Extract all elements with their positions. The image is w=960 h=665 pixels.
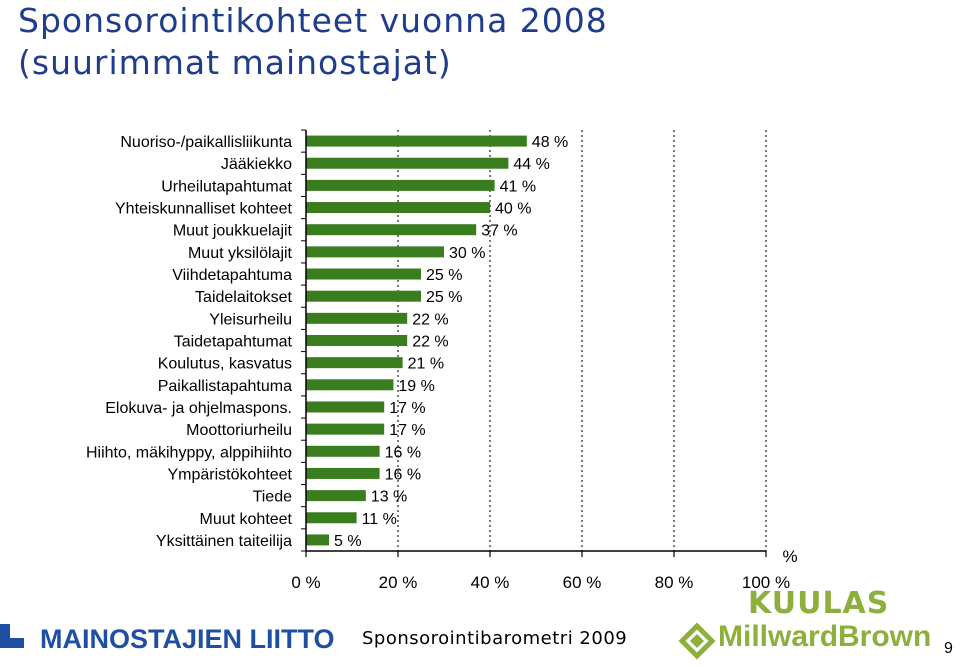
page-number: 9 <box>944 640 953 657</box>
bar <box>306 379 393 390</box>
category-label: Yleisurheilu <box>209 311 292 329</box>
data-label: 16 % <box>384 466 422 484</box>
x-tick-label: 20 % <box>378 573 418 592</box>
category-label: Yhteiskunnalliset kohteet <box>115 200 292 218</box>
category-label: Ympäristökohteet <box>167 466 292 484</box>
bar <box>306 446 380 457</box>
data-label: 19 % <box>398 377 435 395</box>
category-label: Viihdetapahtuma <box>172 267 292 285</box>
bar <box>306 313 407 324</box>
bar <box>306 291 421 302</box>
data-label: 22 % <box>412 311 449 329</box>
bar <box>306 468 380 479</box>
bar <box>306 158 508 169</box>
millwardbrown-logo <box>678 620 938 660</box>
data-label: 25 % <box>426 267 463 285</box>
x-tick-label: 0 % <box>291 573 321 592</box>
bar <box>306 490 366 501</box>
x-tick-label: 80 % <box>654 573 694 592</box>
data-label: 11 % <box>361 510 397 528</box>
category-label: Nuoriso-/paikallisliikunta <box>120 134 292 152</box>
bar <box>306 335 407 346</box>
bar <box>306 180 495 191</box>
data-label: 21 % <box>407 355 445 373</box>
data-label: 22 % <box>412 333 449 351</box>
category-label: Paikallistapahtuma <box>157 377 292 395</box>
data-label: 5 % <box>334 532 362 550</box>
category-label: Tiede <box>252 488 292 506</box>
data-label: 13 % <box>370 488 408 506</box>
kuulas-logo: KUULAS <box>748 586 890 621</box>
bar <box>306 202 490 213</box>
category-label: Elokuva- ja ohjelmaspons. <box>105 399 292 417</box>
category-label: Taidetapahtumat <box>173 333 292 351</box>
category-label: Muut yksilölajit <box>187 244 292 262</box>
millwardbrown-emblem-icon <box>678 622 716 660</box>
category-label: Yksittäinen taiteilija <box>155 532 292 550</box>
bar <box>306 224 476 235</box>
data-label: 16 % <box>384 444 422 462</box>
bar <box>306 424 384 435</box>
data-label: 41 % <box>499 178 537 196</box>
category-label: Koulutus, kasvatus <box>157 355 292 373</box>
category-label: Taidelaitokset <box>195 289 292 307</box>
category-label: Moottoriurheilu <box>186 422 292 440</box>
bar <box>306 534 329 545</box>
bar <box>306 269 421 280</box>
bar <box>306 357 403 368</box>
data-label: 17 % <box>389 399 426 417</box>
data-label: 30 % <box>449 244 486 262</box>
data-label: 37 % <box>481 222 518 240</box>
footer-source: Sponsorointibarometri 2009 <box>362 628 628 649</box>
bar <box>306 246 444 257</box>
data-label: 48 % <box>531 134 569 152</box>
mainostajien-liitto-logo <box>0 620 345 660</box>
x-tick-label: 60 % <box>562 573 602 592</box>
logo-square-cut <box>10 624 24 638</box>
data-label: 25 % <box>426 289 463 307</box>
brand-left-text: MAINOSTAJIEN LIITTO <box>40 624 335 654</box>
category-label: Urheilutapahtumat <box>161 178 292 196</box>
title-line-1: Sponsorointikohteet vuonna 2008 <box>18 1 608 40</box>
data-label: 17 % <box>389 422 426 440</box>
brand-right-text: MillwardBrown <box>718 620 932 653</box>
x-unit-label: % <box>782 547 798 566</box>
category-label: Muut joukkuelajit <box>172 222 292 240</box>
title-line-2: (suurimmat mainostajat) <box>18 43 452 82</box>
x-tick-label: 40 % <box>470 573 510 592</box>
bar <box>306 136 527 147</box>
data-label: 44 % <box>513 156 550 174</box>
x-tick-label: 100 % <box>741 573 791 592</box>
category-label: Jääkiekko <box>220 156 292 174</box>
bar <box>306 512 357 523</box>
data-label: 40 % <box>495 200 532 218</box>
category-label: Hiihto, mäkihyppy, alppihiihto <box>85 444 292 462</box>
category-label: Muut kohteet <box>199 510 292 528</box>
bar <box>306 401 384 412</box>
